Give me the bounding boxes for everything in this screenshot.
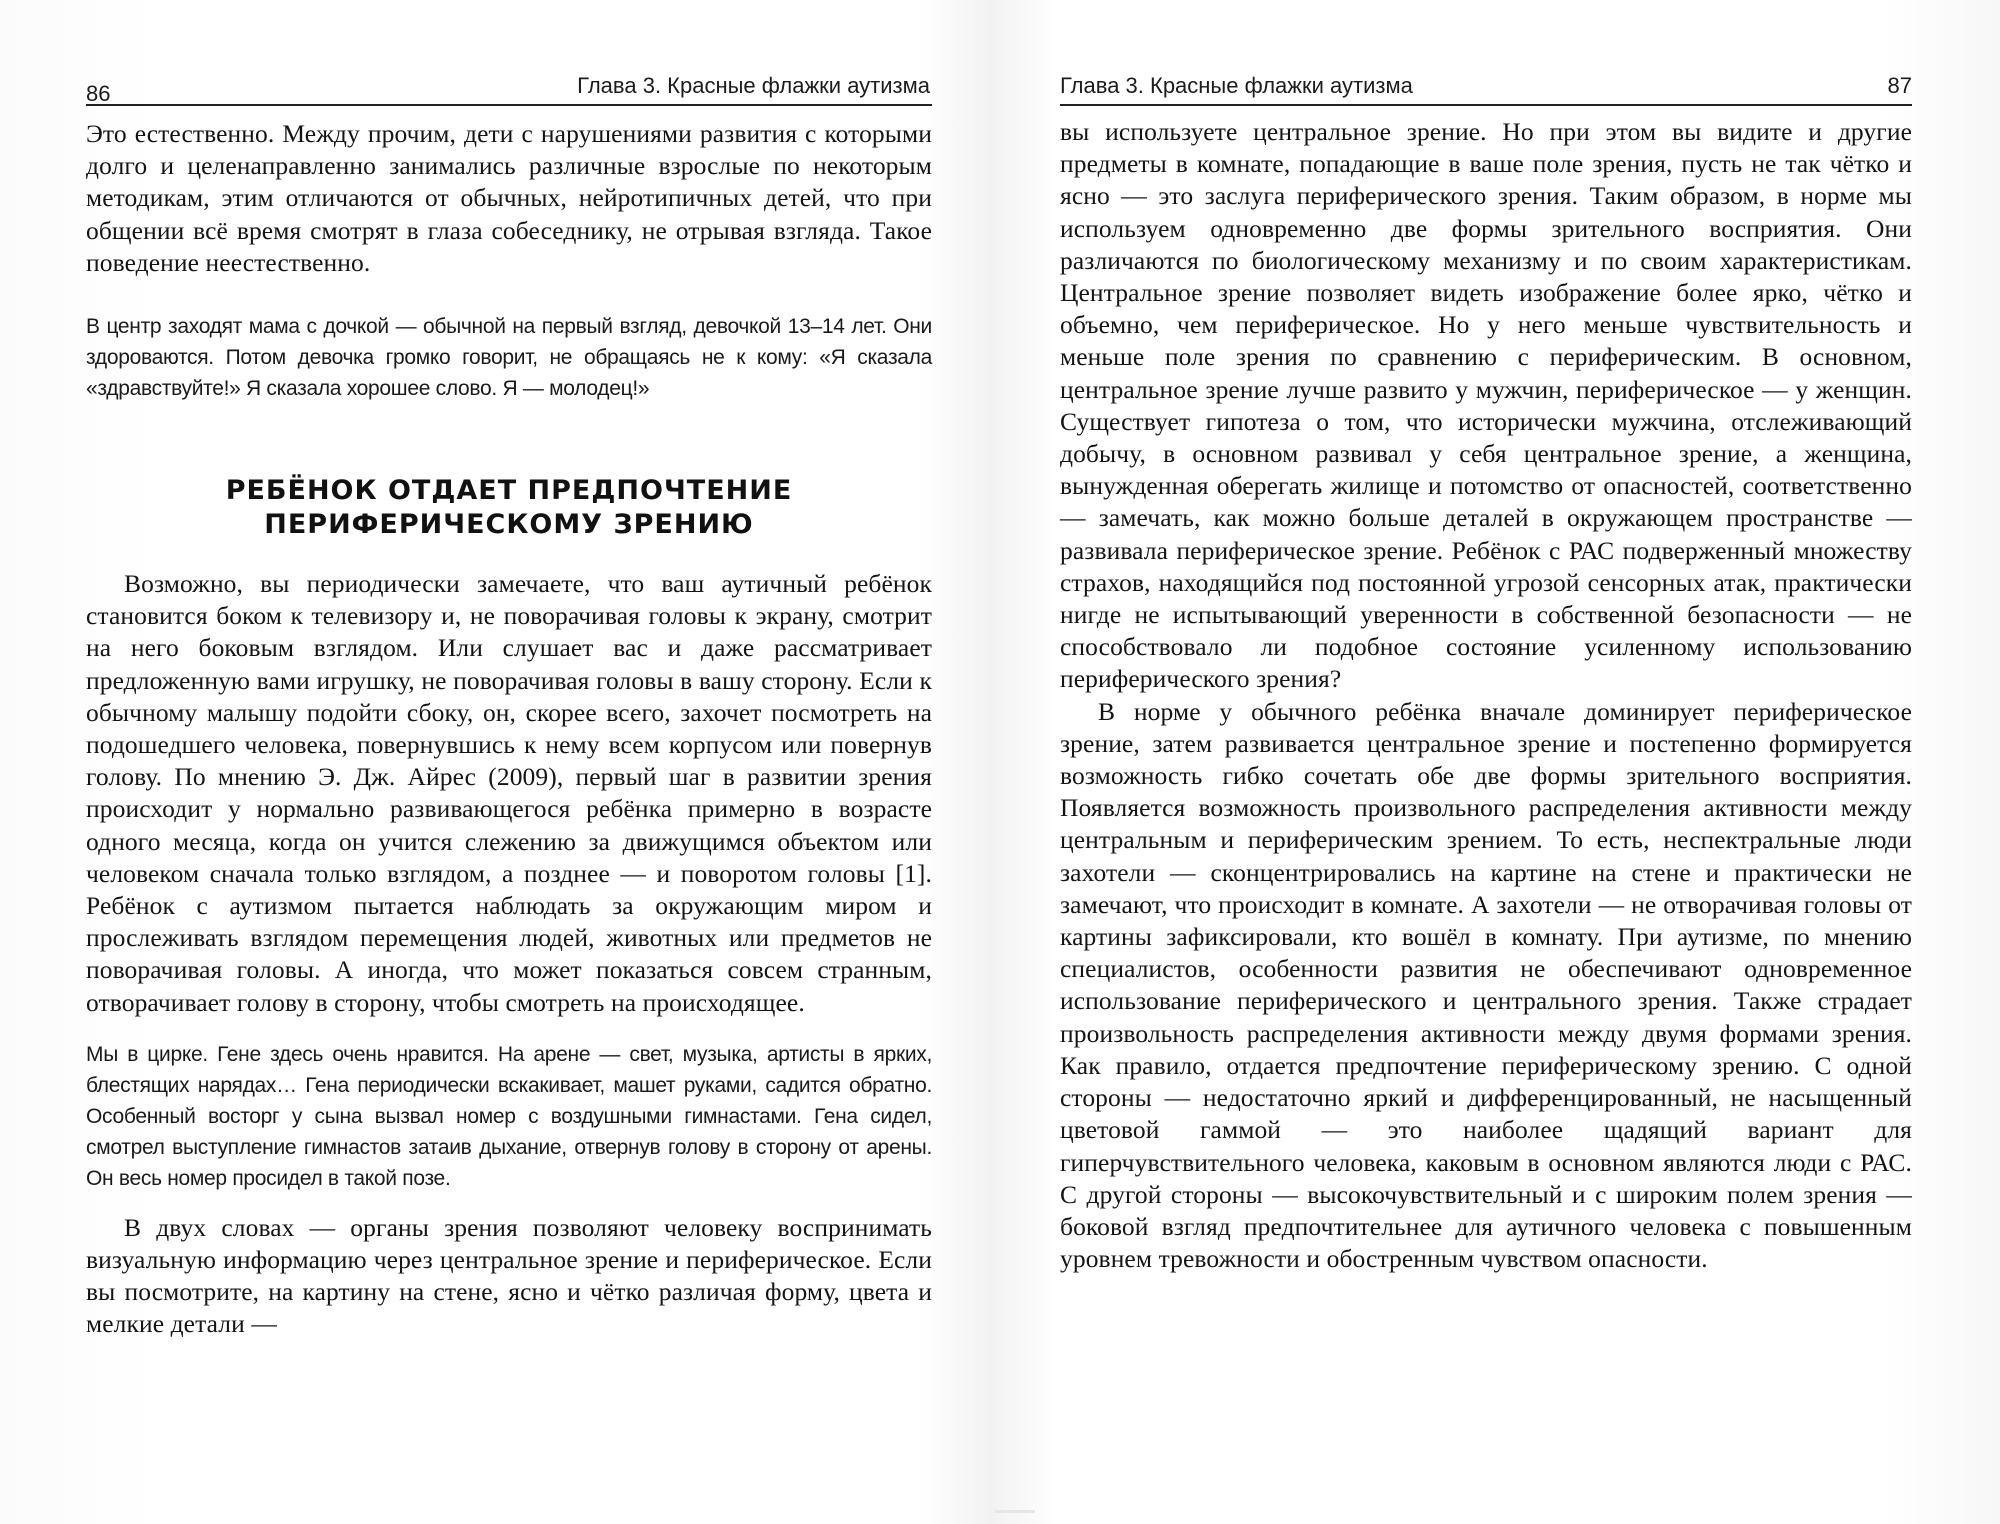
section-heading-line-1: РЕБЁНОК ОТДАЕТ ПРЕДПОЧТЕНИЕ — [225, 475, 793, 507]
binding-gutter-mark — [995, 1510, 1035, 1513]
section-heading-line-2: ПЕРИФЕРИЧЕСКОМУ ЗРЕНИЮ — [264, 509, 754, 541]
right-page-number: 87 — [1887, 73, 1912, 98]
right-page-body — [1060, 116, 1912, 1275]
left-paragraph-3: В двух словах — органы зрения позволяют человеку воспринимать визуальную информацию через центральное зрение и периферическое. Если вы посмотрите, на картину на стене, ясно и чётко различая форму, цвета и мелкие детали — — [86, 1212, 932, 1339]
left-example-2: Мы в цирке. Гене здесь очень нравится. На арене — свет, музыка, артисты в ярких, блестящих нарядах… Гена периодически вскакивает, машет руками, садится обратно. Особенный восторг у сына вызвал номер с воздушными гимнастами. Гена сидел, смотрел выступление гимнастов затаив дыхание, отвернув голову в сторону от арены. Он весь номер просидел в такой позе. — [86, 1042, 932, 1190]
right-paragraph-2: В норме у обычного ребёнка вначале доминирует периферическое зрение, затем развивается центральное зрение и постепенно формируется возможность гибко сочетать обе две формы зрительного восприятия. Появляется возможность произвольного распределения активности между центральным и периферическим зрением. То есть, неспектральные люди захотели — сконцентрировались на картине на стене и практически не замечают, что происходит в комнате. А захотели — не отворачивая головы от картины зафиксировали, кто вошёл в комнату. При аутизме, по мнению специалистов, особенности развития не обеспечивают одновременное использование периферического и центрального зрения. Также страдает произвольность распределения активности между двумя формами зрения. Как правило, отдается предпочтение периферическому зрению. С одной стороны — недостаточно яркий и дифференцированный, не насыщенный цветовой гаммой — это наиболее щадящий вариант для гиперчувствительного человека, каковым в основном являются люди с РАС. С другой стороны — высокочувствительный и с широким полем зрения — боковой взгляд предпочтительнее для аутичного человека с повышенным уровнем тревожности и обостренным чувством опасности. — [1060, 696, 1912, 1274]
left-page — [86, 0, 932, 1524]
right-paragraph-1: вы используете центральное зрение. Но при этом вы видите и другие предметы в комнате, попадающие в ваше поле зрения, пусть не так чётко и ясно — это заслуга периферического зрения. Таким образом, в норме мы используем одновременно две формы зрительного восприятия. Они различаются по биологическому механизму и по своим характеристикам. Центральное зрение позволяет видеть изображение более ярко, чётко и объемно, чем периферическое. Но у него меньше чувствительность и меньше поле зрения по сравнению с периферическим. В основном, центральное зрение лучше развито у мужчин, периферическое — у женщин. Существует гипотеза о том, что исторически мужчина, отслеживающий добычу, в основном развивал у себя центральное зрение, а женщина, вынужденная оберегать жилище и потомство от опасностей, соответственно — замечать, как можно больше деталей в окружающем пространстве — развивала периферическое зрение. Ребёнок с РАС подверженный множеству страхов, находящийся под постоянной угрозой сенсорных атак, практически нигде не испытывающий уверенности в собственной безопасности — не способствовало ли подобное состояние усиленному использованию периферического зрения? — [1060, 117, 1912, 694]
left-page-number: 86 — [86, 81, 111, 106]
right-running-head: Глава 3. Красные флажки аутизма — [1060, 73, 1413, 98]
left-paragraph-2: Возможно, вы периодически замечаете, что ваш аутичный ребёнок становится боком к телевизору и, не поворачивая головы к экрану, смотрит на него боковым взглядом. Или слушает вас и даже рассматривает предложенную вами игрушку, не поворачивая головы в вашу сторону. Если к обычному малышу подойти сбоку, он, скорее всего, захочет посмотреть на подошедшего человека, повернувшись к нему всем корпусом или повернув голову. По мнению Э. Дж. Айрес (2009), первый шаг в развитии зрения происходит у нормально развивающегося ребёнка примерно в возрасте одного месяца, когда он учится слежению за движущимся объектом или человеком сначала только взглядом, а позднее — и поворотом головы [1]. Ребёнок с аутизмом пытается наблюдать за окружающим миром и прослеживать взглядом перемещения людей, животных или предметов не поворачивая головы. А иногда, что может показаться совсем странным, отворачивает голову в сторону, чтобы смотреть на происходящее. — [86, 569, 932, 1017]
right-page-header — [1060, 60, 1912, 106]
left-running-head: Глава 3. Красные флажки аутизма — [577, 73, 930, 98]
left-example-1: В центр заходят мама с дочкой — обычной на первый взгляд, девочкой 13–14 лет. Они здороваются. Потом девочка громко говорит, не обращаясь не к кому: «Я сказала «здравствуйте!» Я сказала хорошее слово. Я — молодец!» — [86, 315, 932, 401]
left-paragraph-1: Это естественно. Между прочим, дети с нарушениями развития с которыми долго и целенаправленно занимались различные взрослые по некоторым методикам, этим отличаются от обычных, нейротипичных детей, что при общении всё время смотрят в глаза собеседнику, не отрывая взгляда. Такое поведение неестественно. — [86, 119, 932, 277]
right-page — [1060, 0, 1912, 1524]
left-page-body — [86, 118, 932, 1341]
section-heading — [86, 474, 932, 542]
left-page-header — [86, 60, 932, 106]
